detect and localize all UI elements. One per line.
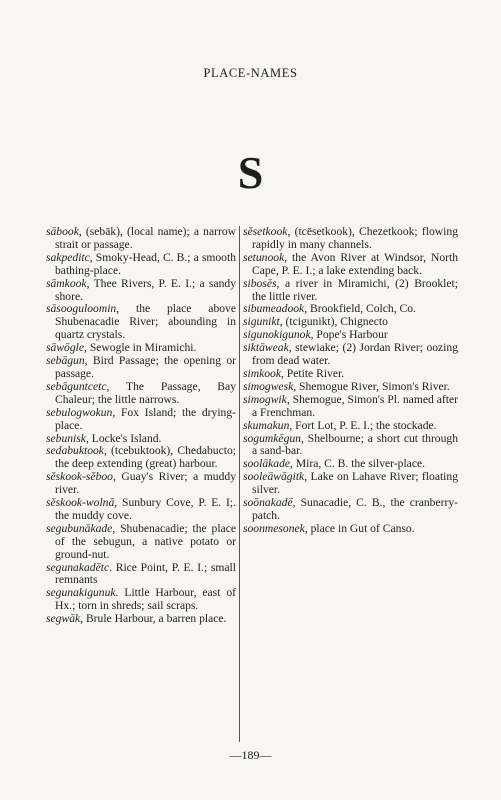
dictionary-entry bbox=[243, 394, 458, 420]
entry-headword: simogwik bbox=[243, 392, 287, 406]
entry-headword: sakpeditc bbox=[46, 250, 90, 264]
entry-headword: skumakun bbox=[243, 418, 290, 432]
dictionary-entry bbox=[46, 613, 236, 626]
dictionary-entry bbox=[46, 523, 236, 562]
entry-definition: . Little Harbour, east of Hx.; torn in shreds; sail scraps. bbox=[55, 586, 236, 613]
entry-headword: setunook bbox=[243, 250, 285, 264]
entry-headword: soonmesonek bbox=[243, 521, 305, 535]
entry-definition: , Sunbury Cove, P. E. I;. the muddy cove. bbox=[55, 496, 236, 522]
entry-headword: sibosēs bbox=[243, 276, 277, 290]
entry-definition: , Mira, C. B. the silver-place. bbox=[290, 457, 426, 471]
entry-definition: , Lake on Lahave River; floating silver. bbox=[252, 470, 458, 497]
dictionary-entry bbox=[46, 355, 236, 381]
entry-headword: sĕskook-sĕboo bbox=[46, 470, 113, 484]
entry-definition: , Shemogue, Simon's Pl. named after a Frenchman. bbox=[252, 392, 458, 419]
dictionary-entry bbox=[46, 445, 236, 471]
section-letter: S bbox=[237, 147, 264, 198]
entry-definition: , The Passage, Bay Chaleur; the little narrows. bbox=[55, 379, 236, 406]
dictionary-entry bbox=[46, 278, 236, 304]
dictionary-entry bbox=[46, 303, 236, 342]
entry-headword: sebāgun bbox=[46, 354, 85, 368]
dictionary-entry bbox=[243, 523, 458, 536]
dictionary-entry bbox=[243, 497, 458, 523]
entry-headword: sĕsetkook bbox=[243, 225, 288, 238]
running-head: PLACE-NAMES bbox=[203, 66, 298, 80]
entry-definition: , Brule Harbour, a barren place. bbox=[80, 612, 227, 626]
entry-definition: , Smoky-Head, C. B.; a smooth bathing-place. bbox=[55, 250, 236, 277]
entry-columns bbox=[46, 226, 458, 764]
entry-headword: siktāweak bbox=[243, 341, 289, 355]
entry-headword: soōnakadē bbox=[243, 496, 293, 510]
column-rule bbox=[239, 226, 240, 742]
entry-definition: , place in Gut of Canso. bbox=[304, 521, 415, 535]
entry-headword: sāwōgle bbox=[46, 341, 85, 355]
dictionary-entry bbox=[46, 562, 236, 588]
entry-definition: , Petite River. bbox=[281, 366, 345, 380]
entry-headword: segunakadētc bbox=[46, 560, 110, 574]
entry-definition: , Pope's Harbour bbox=[310, 328, 388, 342]
dictionary-entry bbox=[46, 587, 236, 613]
entry-headword: simogwesk bbox=[243, 379, 294, 393]
dictionary-entry bbox=[46, 471, 236, 497]
entry-headword: sebāguntcetc bbox=[46, 379, 107, 393]
entry-definition: , Locke's Island. bbox=[85, 431, 162, 445]
dictionary-entry bbox=[46, 497, 236, 523]
entry-definition: , Fox Island; the drying-place. bbox=[55, 405, 236, 432]
dictionary-entry bbox=[243, 471, 458, 497]
entry-headword: sebunisk bbox=[46, 431, 86, 445]
entry-definition: , a river in Miramichi, (2) Brooklet; the little river. bbox=[252, 276, 458, 303]
entry-headword: sebulogwokun bbox=[46, 405, 113, 419]
entry-headword: sāmkook bbox=[46, 276, 87, 290]
entry-headword: sooleāwāgitk bbox=[243, 470, 305, 484]
entry-definition: , (tcigunikt), Chignecto bbox=[279, 315, 388, 329]
right-column bbox=[243, 226, 458, 536]
entry-definition: , Shemogue River, Simon's River. bbox=[293, 379, 450, 393]
dictionary-entry bbox=[243, 342, 458, 368]
dictionary-entry bbox=[243, 433, 458, 459]
entry-headword: sĕskook-wolnā bbox=[46, 496, 115, 510]
entry-headword: segunakigunuk bbox=[46, 586, 116, 600]
entry-headword: sābook bbox=[46, 225, 79, 238]
entry-definition: , Guay's River; a muddy river. bbox=[55, 470, 236, 497]
entry-definition: , Sewogle in Miramichi. bbox=[84, 341, 197, 355]
dictionary-entry bbox=[243, 226, 458, 252]
entry-definition: , the Avon River at Windsor, North Cape, P. E. I.; a lake extending back. bbox=[252, 250, 458, 277]
entry-definition: , (tcēsetkook), Chezetkook; flowing rapidly in many channels. bbox=[252, 225, 458, 251]
dictionary-entry bbox=[46, 252, 236, 278]
entry-headword: segubunākade bbox=[46, 521, 113, 535]
page-number: —189— bbox=[229, 748, 272, 762]
entry-headword: sibumeadook bbox=[243, 302, 305, 316]
dictionary-entry bbox=[243, 278, 458, 304]
entry-definition: , Sunacadie, C. B., the cranberry-patch. bbox=[252, 496, 458, 522]
left-column bbox=[46, 226, 236, 626]
entry-definition: . Rice Point, P. E. I.; small remnants bbox=[55, 560, 236, 587]
entry-definition: , stewiake; (2) Jordan River; oozing from dead water. bbox=[252, 341, 458, 368]
entry-headword: sedabuktook bbox=[46, 444, 104, 458]
entry-definition: , Brookfield, Colch, Co. bbox=[304, 302, 416, 316]
dictionary-entry bbox=[46, 407, 236, 433]
dictionary-entry bbox=[46, 226, 236, 252]
entry-definition: , (tcebuktook), Chedabucto; the deep extending (great) harbour. bbox=[55, 444, 236, 471]
entry-definition: , (sebāk), (local name); a narrow strait or passage. bbox=[55, 225, 236, 251]
entry-headword: soolākade bbox=[243, 457, 291, 471]
entry-definition: , Bird Passage; the opening or passage. bbox=[55, 354, 236, 380]
entry-headword: segwāk bbox=[46, 612, 81, 626]
entry-definition: , the place above Shubenacadie River; abounding in quartz crystals. bbox=[55, 302, 236, 342]
entry-definition: , Thee Rivers, P. E. I.; a sandy shore. bbox=[55, 276, 236, 303]
entry-headword: sāsooguloomin bbox=[46, 302, 117, 316]
dictionary-entry bbox=[46, 381, 236, 407]
entry-headword: sigunokigunok bbox=[243, 328, 311, 342]
entry-definition: , Fort Lot, P. E. I.; the stockade. bbox=[289, 418, 437, 432]
dictionary-entry bbox=[243, 252, 458, 278]
entry-headword: simkook bbox=[243, 366, 281, 380]
entry-headword: sigunikt bbox=[243, 315, 280, 329]
entry-headword: sogumkēgun bbox=[243, 431, 301, 445]
entry-definition: , Shelbourne; a short cut through a sand-bar. bbox=[252, 431, 458, 458]
entry-definition: , Shubenacadie; the place of the sebugun, a native potato or ground-nut. bbox=[55, 521, 236, 561]
